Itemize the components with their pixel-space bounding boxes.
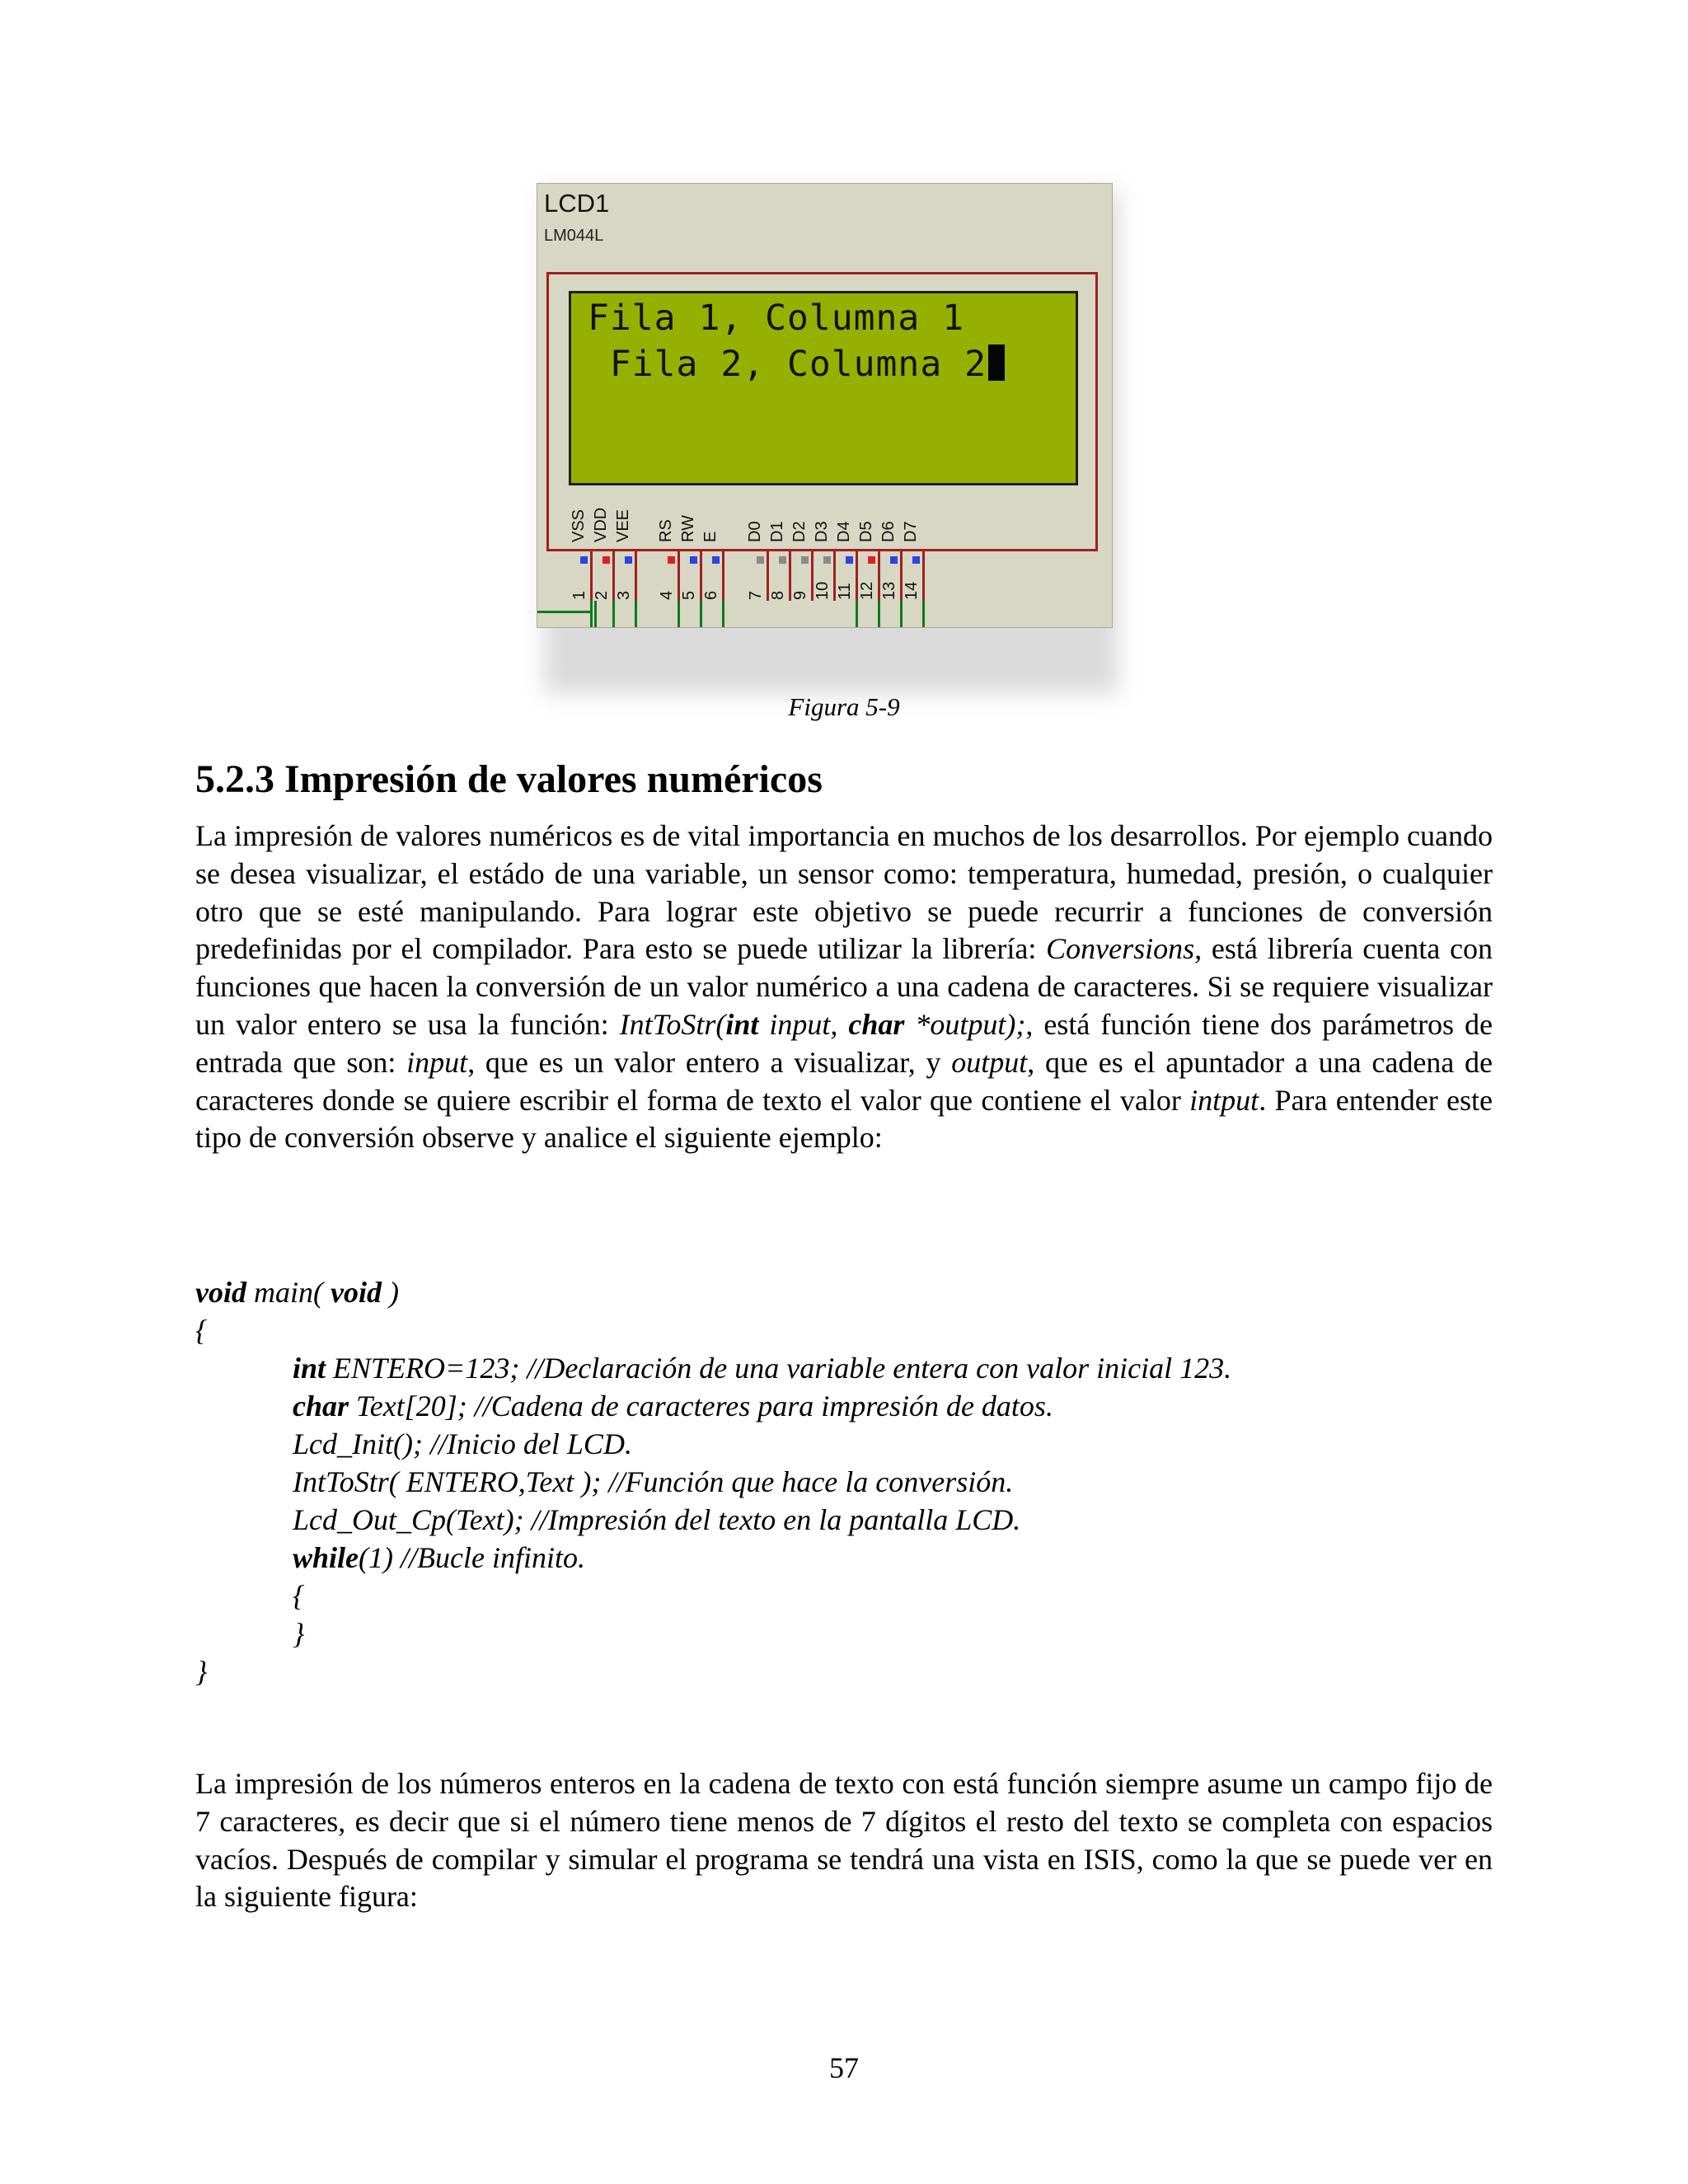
- pin-number: 7: [747, 590, 765, 600]
- pin-number: 2: [593, 590, 611, 600]
- lcd-body: [546, 272, 1098, 551]
- wire: [722, 601, 724, 627]
- pin-number: 13: [880, 581, 898, 600]
- code-line-conversion: IntToStr( ENTERO,Text ); //Función que hace la conversión.: [293, 1465, 1014, 1498]
- pin-label-vdd: VDD: [592, 507, 610, 542]
- code-line-while-open: {: [293, 1579, 305, 1612]
- figure-caption: Figura 5-9: [788, 692, 900, 721]
- code-example: [195, 1273, 1231, 1690]
- wire: [590, 601, 593, 627]
- pin-label-rw: RW: [679, 515, 697, 542]
- code-line-while: while(1) //Bucle infinito.: [293, 1541, 585, 1574]
- pin-wire: [594, 601, 597, 627]
- pin-label-d6: D6: [879, 521, 898, 542]
- pin-number: 1: [570, 590, 588, 600]
- code-line-int: int ENTERO=123; //Declaración de una variable entera con valor inicial 123.: [293, 1352, 1232, 1385]
- wire: [922, 601, 925, 627]
- pin-label-e: E: [701, 531, 720, 542]
- wire: [856, 601, 858, 627]
- pin-label-vee: VEE: [614, 509, 632, 542]
- pin-number: 14: [903, 581, 921, 600]
- pin-label-d3: D3: [813, 521, 831, 542]
- pin-number: 9: [791, 590, 809, 600]
- code-line-output: Lcd_Out_Cp(Text); //Impresión del texto en la pantalla LCD.: [293, 1503, 1021, 1536]
- code-line-open-brace: {: [195, 1314, 208, 1347]
- wire: [878, 601, 880, 627]
- code-line-init: Lcd_Init(); //Inicio del LCD.: [293, 1427, 632, 1460]
- lcd-screen: [569, 291, 1078, 485]
- pin-label-d0: D0: [746, 521, 764, 542]
- pin-label-d5: D5: [857, 521, 875, 542]
- pin-number: 6: [702, 590, 720, 600]
- wire: [635, 601, 637, 627]
- code-line-main: void main( void ): [195, 1276, 399, 1309]
- pin-label-d2: D2: [790, 521, 809, 542]
- pin-number: 5: [680, 590, 698, 600]
- lcd-line-2: [588, 343, 1005, 386]
- pin-label-d4: D4: [835, 521, 853, 542]
- ground-wire: [537, 611, 592, 613]
- lcd-line-2-text: Fila 2, Columna 2: [588, 344, 987, 385]
- page-number: 57: [829, 2051, 859, 2084]
- wire: [700, 601, 702, 627]
- pin-label-vss: VSS: [570, 509, 588, 542]
- wire: [612, 601, 615, 627]
- lcd-reference: LCD1: [544, 189, 610, 218]
- code-line-while-close: }: [293, 1617, 305, 1650]
- lcd-line-1: Fila 1, Columna 1: [588, 298, 965, 339]
- pin-number: 10: [814, 581, 832, 600]
- code-line-char: char Text[20]; //Cadena de caracteres para impresión de datos.: [293, 1390, 1053, 1422]
- library-name: Conversions,: [1046, 932, 1203, 966]
- lcd-model: LM044L: [544, 227, 604, 245]
- pin-label-d7: D7: [902, 521, 920, 542]
- lcd-cursor: [988, 344, 1005, 381]
- pin-label-d1: D1: [768, 521, 786, 542]
- pin-number: 4: [658, 590, 676, 600]
- pin-number: 3: [615, 590, 633, 600]
- lcd-component: [537, 183, 1113, 628]
- paragraph-2: La impresión de los números enteros en la cadena de texto con está función siempre asume un campo fijo de 7 caracteres, es decir que si el número tiene menos de 7 dígitos el resto del texto se completa con espacios vacíos. Después de compilar y simular el programa se tendrá una vista en ISIS, como la que se puede ver en la siguiente figura:: [195, 1767, 1493, 1914]
- section-heading: 5.2.3 Impresión de valores numéricos: [195, 757, 823, 801]
- pin-number: 12: [858, 581, 876, 600]
- function-signature: IntToStr(int input, char *output);: [619, 1007, 1026, 1041]
- pin-number: 11: [836, 583, 854, 600]
- pin-number: 8: [769, 590, 787, 600]
- code-line-close-brace: }: [195, 1655, 208, 1688]
- wire: [678, 601, 680, 627]
- pin-label-rs: RS: [657, 519, 675, 542]
- wire: [900, 601, 903, 627]
- paragraph-1: La impresión de valores numéricos es de vital importancia en muchos de los desarrollos. Por ejemplo cuando se desea visualizar, el estádo de una variable, un sensor como: temperatura, humedad, presión, o cualquier otro que se esté manipulando. Para lograr este objetivo se puede recurrir a funciones de conversión predefinidas por el compilador. Para esto se puede utilizar la librería: Conversions, está librería cuenta con funciones que hacen la conversión de un valor numérico a una cadena de caracteres. Si se requiere visualizar un valor entero se usa la función: IntToStr(int input, char *output);, está función tiene dos parámetros de entrada que son: input, que es un valor entero a visualizar, y output, que es el apuntador a una cadena de caracteres donde se quiere escribir el forma de texto el valor que contiene el valor intput. Para entender este tipo de conversión observe y analice el siguiente ejemplo:: [195, 819, 1493, 1155]
